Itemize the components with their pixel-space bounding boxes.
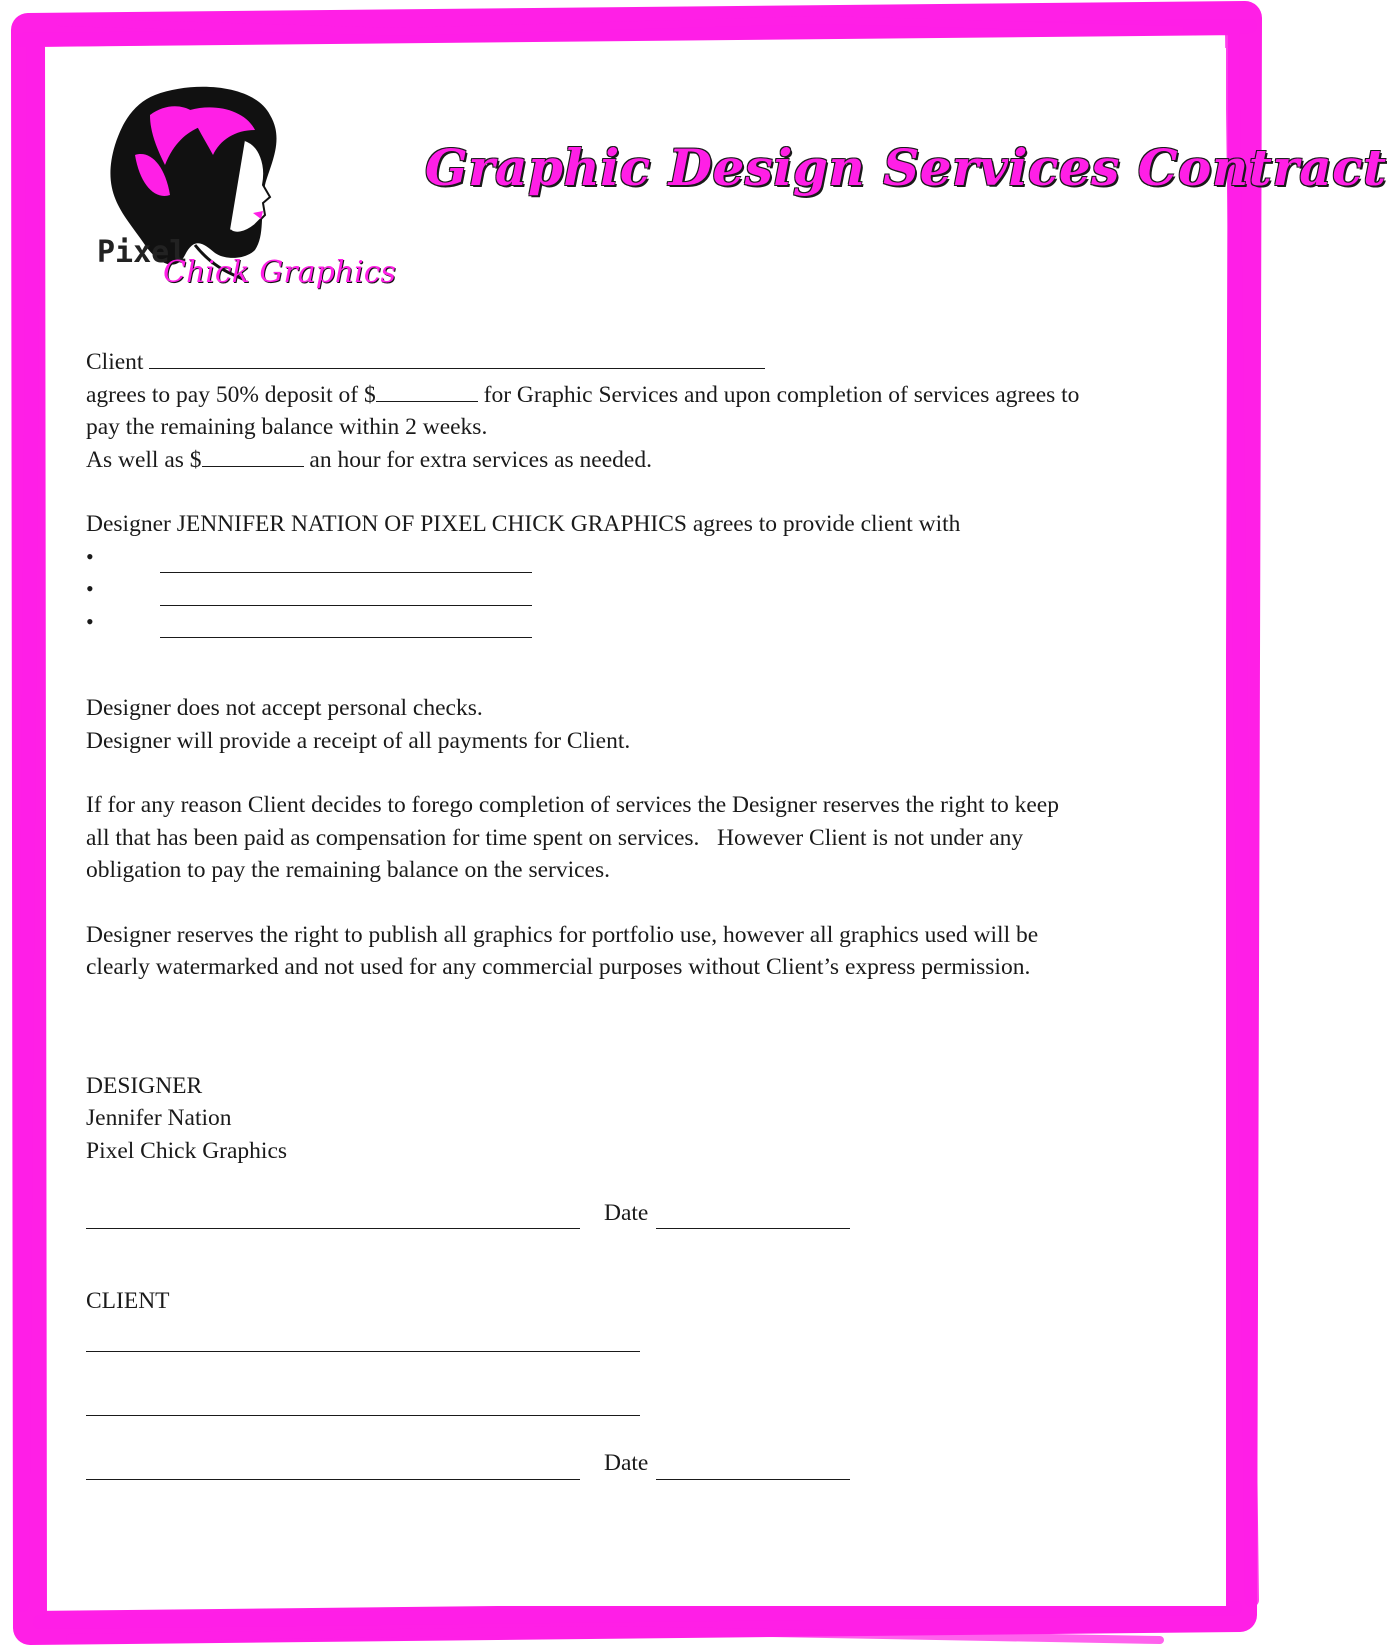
logo-word-chick-graphics: Chick Graphics [163, 255, 396, 290]
no-checks-text: Designer does not accept personal checks. [86, 695, 483, 721]
client-heading: CLIENT [86, 1288, 170, 1314]
service-blank-2[interactable] [160, 583, 532, 606]
payment-text-b: for Graphic Services and upon completion of services agrees to [483, 381, 1080, 408]
spacer [86, 1352, 1211, 1382]
client-signature-row [86, 1446, 1211, 1480]
client-date-blank[interactable] [656, 1457, 850, 1480]
client-line-2 [86, 1382, 1211, 1416]
spacer [86, 1167, 1211, 1195]
designer-heading: DESIGNER [86, 1072, 203, 1099]
designer-name: Jennifer Nation [86, 1105, 232, 1131]
client-signature-blank[interactable] [86, 1457, 580, 1480]
spacer [86, 1229, 1211, 1285]
spacer [86, 1416, 1211, 1446]
designer-intro: Designer JENNIFER NATION OF PIXEL CHICK GRAPHICS agrees to provide client with [86, 511, 961, 537]
page-title: Graphic Design Services Contract [425, 138, 1387, 197]
pixel-chick-logo [95, 85, 396, 315]
bullet: • [86, 543, 94, 569]
designer-company: Pixel Chick Graphics [86, 1137, 288, 1164]
logo-word-pixel: Pixel [97, 235, 188, 270]
hourly-line [86, 444, 1211, 477]
client-label: Client [86, 349, 144, 375]
designer-signature-blank[interactable] [86, 1206, 580, 1229]
spacer [86, 638, 1211, 692]
portfolio-line-1: Designer reserves the right to publish all graphics for portfolio use, however all graphics used will be [86, 921, 1039, 948]
deposit-amount-blank[interactable] [376, 379, 478, 402]
payment-line-2: pay the remaining balance within 2 weeks. [86, 414, 488, 440]
spacer [86, 887, 1211, 919]
client-address-blank[interactable] [86, 1393, 640, 1416]
forego-line-1: If for any reason Client decides to forego completion of services the Designer reserves the right to keep [86, 792, 1059, 818]
service-blank-1[interactable] [160, 550, 532, 573]
spacer [86, 757, 1211, 789]
service-blank-3[interactable] [160, 615, 532, 638]
deposit-text: agrees to pay 50% deposit of $ [86, 381, 376, 408]
spacer [86, 984, 1211, 1070]
spacer [86, 476, 1211, 508]
receipt-text: Designer will provide a receipt of all payments for Client. [86, 727, 631, 754]
hourly-suffix: an hour for extra services as needed. [309, 446, 652, 473]
date-label: Date [604, 1450, 649, 1476]
portfolio-line-2: clearly watermarked and not used for any commercial purposes without Client’s express permission. [86, 954, 1031, 980]
client-name-print-blank[interactable] [86, 1329, 640, 1352]
service-item-2 [86, 573, 1211, 606]
client-name-blank[interactable] [149, 346, 765, 369]
designer-signature-row [86, 1195, 1211, 1229]
hourly-prefix: As well as $ [86, 446, 202, 473]
designer-date-blank[interactable] [656, 1206, 850, 1229]
date-label: Date [604, 1199, 649, 1226]
client-line-1 [86, 1318, 1211, 1352]
client-line [86, 346, 1211, 379]
hourly-rate-blank[interactable] [202, 444, 304, 467]
service-item-1 [86, 541, 1211, 574]
forego-line-3: obligation to pay the remaining balance on the services. [86, 857, 611, 883]
bullet: • [86, 608, 94, 634]
contract-body [86, 346, 1211, 1480]
bullet: • [86, 576, 94, 601]
service-item-3 [86, 606, 1211, 639]
payment-line-1 [86, 379, 1211, 412]
forego-line-2: all that has been paid as compensation for time spent on services. However Client is not under any [86, 824, 1024, 851]
